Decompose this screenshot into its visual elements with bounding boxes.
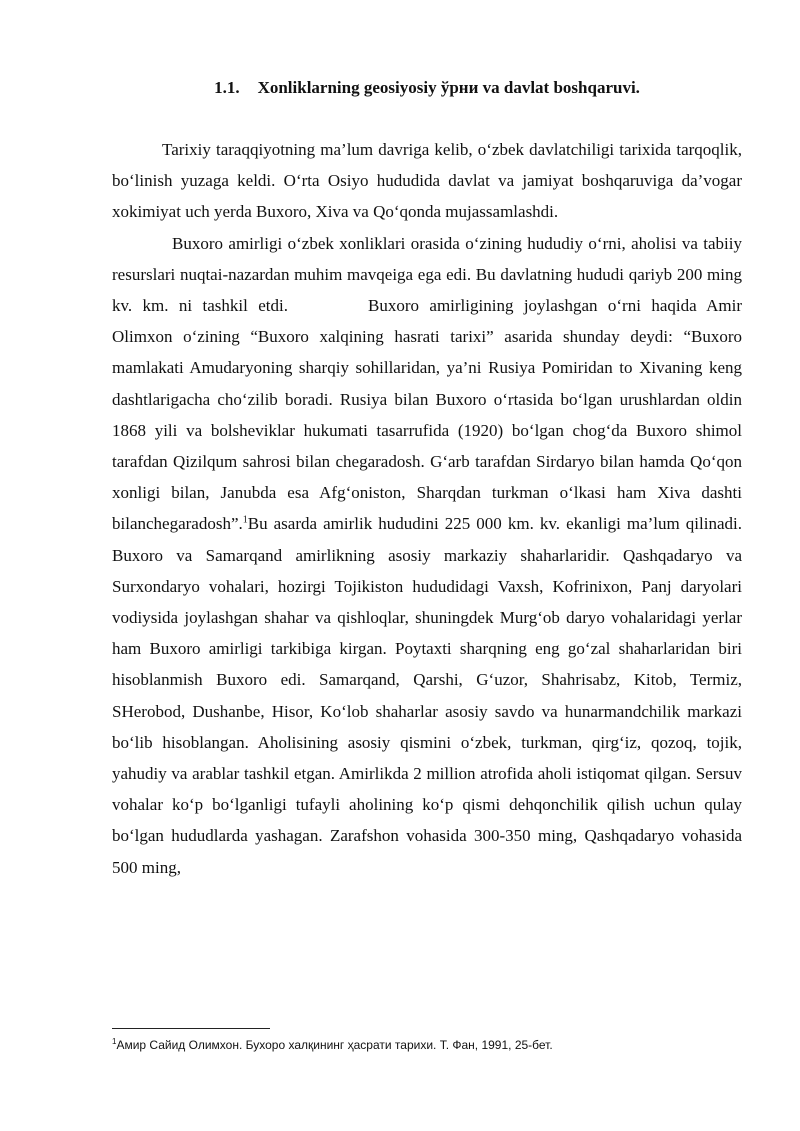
section-heading xyxy=(112,76,742,100)
paragraph-1: Tarixiy taraqqiyotning ma’lum davriga kelib, o‘zbek davlatchiligi tarixida tarqoqlik, bo‘linish yuzaga keldi. O‘rta Osiyo hududida davlat va jamiyat boshqaruviga da’vogar xokimiyat uch yerda Buxoro, Xiva va Qo‘qonda mujassamlashdi. xyxy=(112,140,742,222)
footnote xyxy=(112,1037,742,1053)
paragraph-2-part-c: Bu asarda amirlik hududini 225 000 km. kv. ekanligi ma’lum qilinadi. Buxoro va Samarqand amirlikning asosiy markaziy shaharlaridir. Qashqadaryo va Surxondaryo vohalari, hozirgi Tojikiston hududidagi Vaxsh, Kofrinixon, Panj daryolari vodiysida joylashgan shahar va qishloqlar, shuningdek Murg‘ob daryo vohalaridagi yerlar ham Buxoro amirligi tarkibiga kirgan. Poytaxti sharqning eng go‘zal shaharlaridan biri hisoblanmish Buxoro edi. Samarqand, Qarshi, G‘uzor, Shahrisabz, Kitob, Termiz, SHerobod, Dushanbe, Hisor, Ko‘lob shaharlar asosiy savdo va hunarmandchilik markazi bo‘lib hisoblangan. Aholisining asosiy qismini o‘zbek, turkman, qirg‘iz, qozoq, tojik, yahudiy va arablar tashkil etgan. Amirlikda 2 million atrofida aholi istiqomat qilgan. Sersuv vohalar ko‘p bo‘lganligi tufayli aholining ko‘p qismi dehqonchilik qilish uchun qulay bo‘lgan hududlarda yashagan. Zarafshon vohasida 300-350 ming, Qashqadaryo vohasida 500 ming, xyxy=(112,514,742,877)
section-number: 1.1. xyxy=(214,78,240,97)
footnote-marker: 1 xyxy=(112,1037,117,1046)
footnote-reference: 1 xyxy=(242,514,248,526)
paragraph-2 xyxy=(112,228,742,883)
section-title: Xonliklarning geosiyosiy ўрни va davlat boshqaruvi. xyxy=(257,78,640,97)
footnote-separator xyxy=(112,1028,270,1029)
paragraph-2-part-a: Buxoro amirligi o‘zbek xonliklari orasida o‘zining hududiy o‘rni, aholisi va tabiiy resurslari nuqtai-nazardan muhim mavqeiga ega edi. Bu davlatning hududi qariyb 200 ming kv. km. ni tashkil etdi. xyxy=(112,233,742,316)
paragraph-2-part-b: Buxoro amirligining joylashgan o‘rni haqida Amir Olimxon o‘zining “Buxoro xalqining hasrati tarixi” asarida shunday deydi: “Buxoro mamlakati Amudaryoning sharqiy sohillaridan, ya’ni Rusiya Pomiridan to Xivaning keng dashtlarigacha cho‘zilib boradi. Rusiya bilan Buxoro o‘rtasida bo‘lgan urushlardan oldin 1868 yili va bolsheviklar hukumati tasarrufida (1920) bo‘lgan chog‘da Buxoro shimol tarafdan Qizilqum sahrosi bilan chegaradosh. G‘arb tarafdan Sirdaryo bilan hamda Qo‘qon xonligi bilan, Janubda esa Afg‘oniston, Sharqdan turkman o‘lkasi ham Xiva dashti bilanchegaradosh”. xyxy=(112,296,742,534)
body-text xyxy=(112,134,742,883)
footnote-text: Амир Сайид Олимхон. Бухоро халқининг ҳасрати тарихи. Т. Фан, 1991, 25-бет. xyxy=(116,1038,553,1052)
